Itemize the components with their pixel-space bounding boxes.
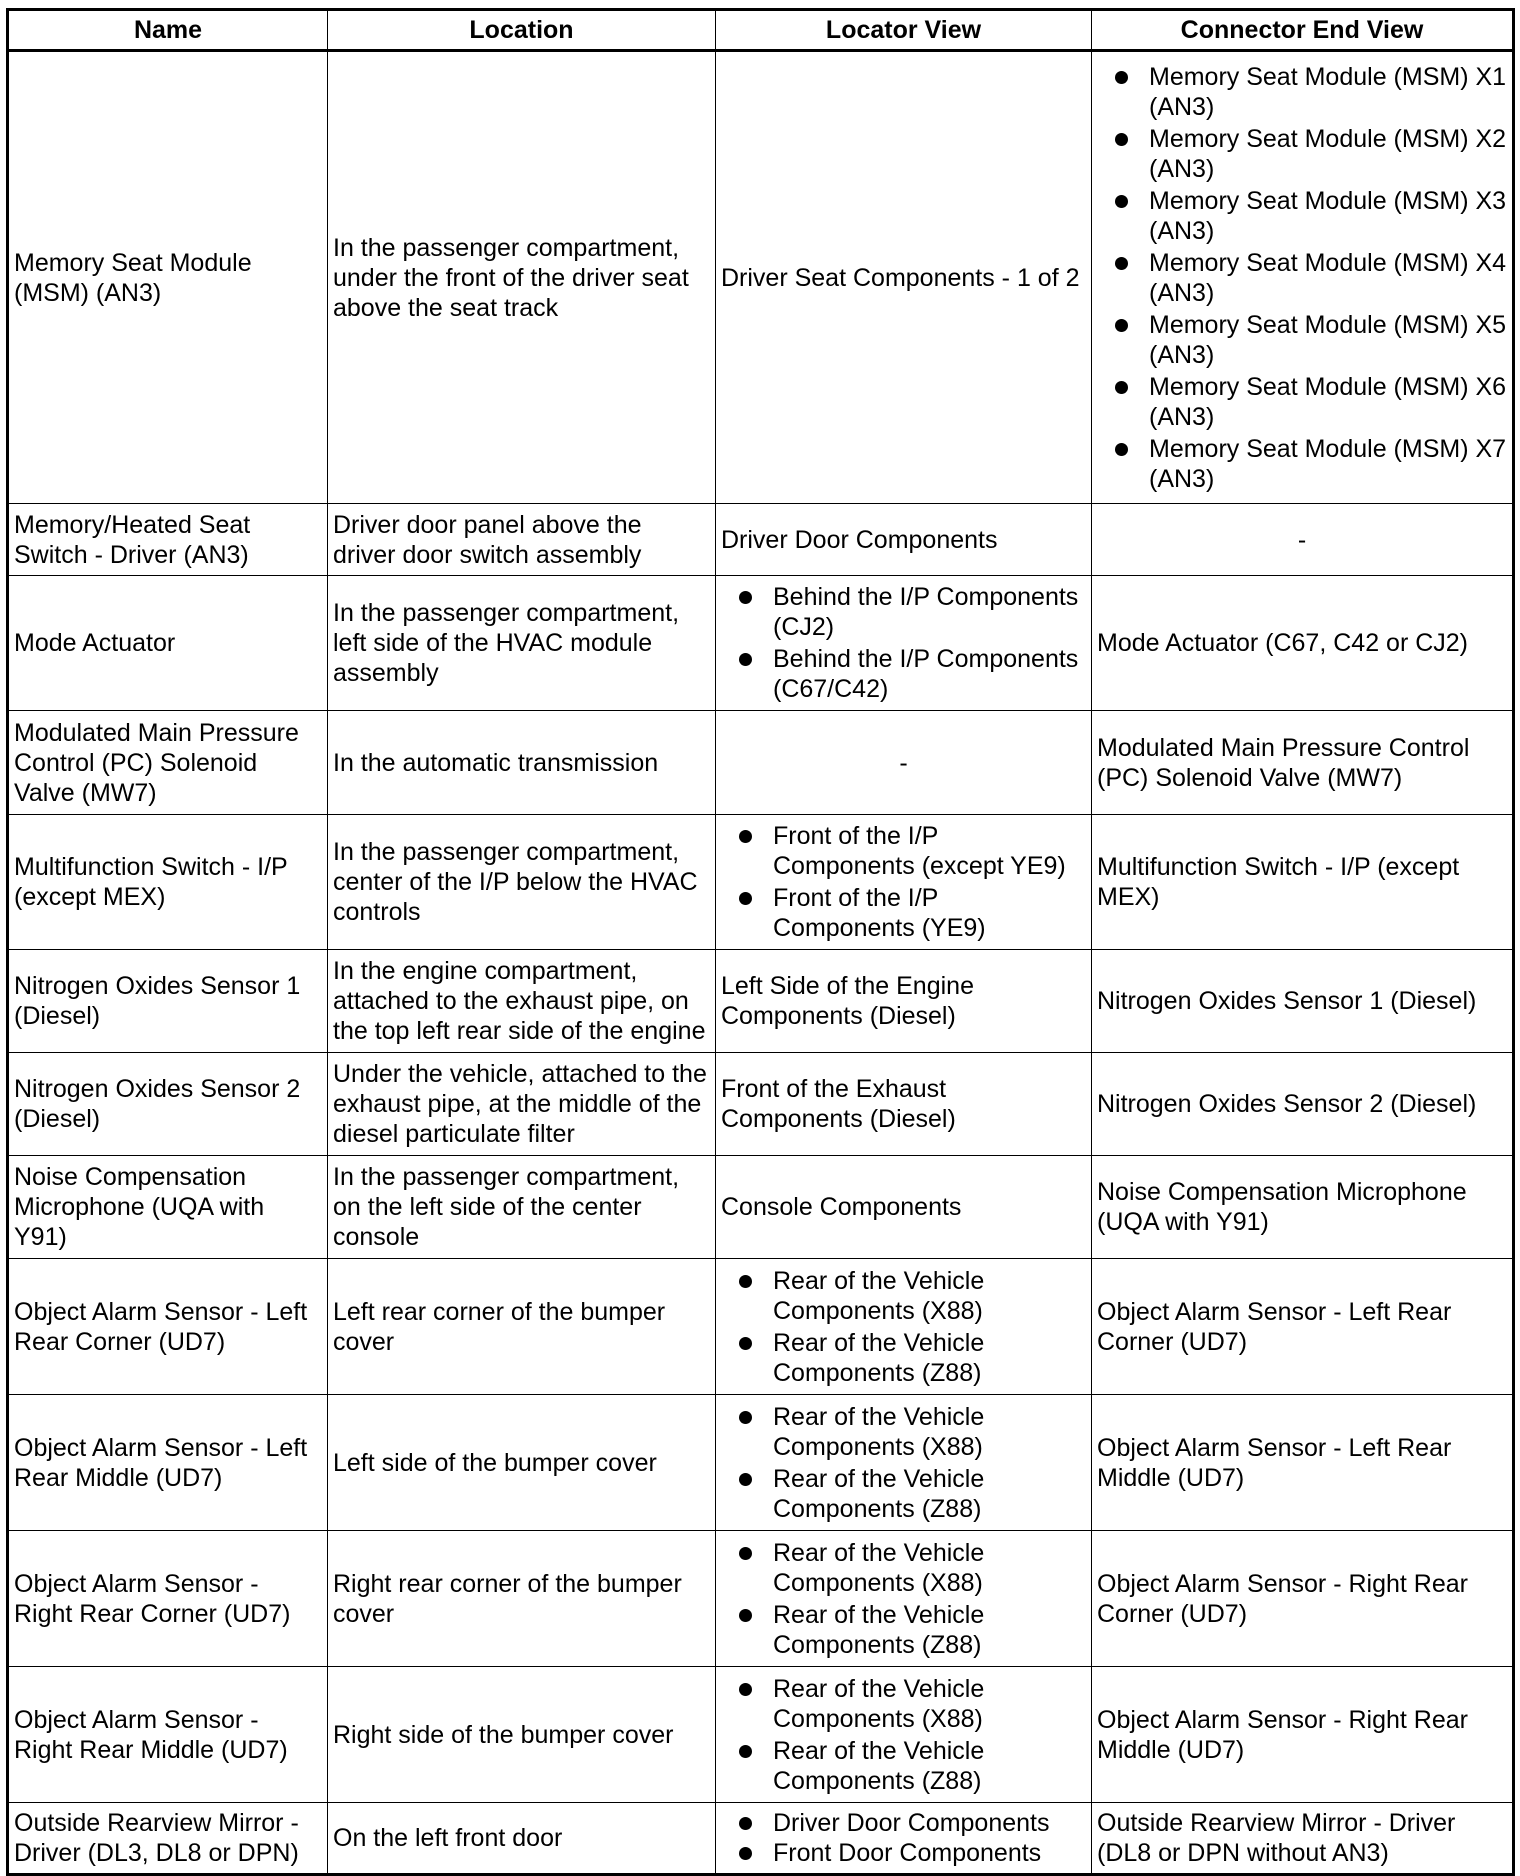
cell-name: Mode Actuator bbox=[8, 576, 328, 711]
bullet-icon bbox=[1115, 195, 1128, 208]
bullet-icon bbox=[1115, 71, 1128, 84]
list-item: Memory Seat Module (MSM) X7 (AN3) bbox=[1115, 434, 1507, 494]
cell-locator-view: Driver Seat Components - 1 of 2 bbox=[716, 51, 1092, 504]
cell-connector-end-view: Nitrogen Oxides Sensor 1 (Diesel) bbox=[1092, 950, 1514, 1053]
bullet-icon bbox=[739, 892, 752, 905]
cell-locator-view bbox=[716, 1667, 1092, 1803]
bullet-icon bbox=[739, 1683, 752, 1696]
cell-connector-end-view: Modulated Main Pressure Control (PC) Solenoid Valve (MW7) bbox=[1092, 711, 1514, 815]
bullet-icon bbox=[739, 1745, 752, 1758]
cell-name: Object Alarm Sensor - Left Rear Corner (UD7) bbox=[8, 1259, 328, 1395]
table-row bbox=[8, 1156, 1514, 1259]
cell-location: On the left front door bbox=[328, 1803, 716, 1875]
header-location: Location bbox=[328, 10, 716, 51]
list-item: Memory Seat Module (MSM) X5 (AN3) bbox=[1115, 310, 1507, 370]
cell-connector-end-view: Object Alarm Sensor - Left Rear Corner (UD7) bbox=[1092, 1259, 1514, 1395]
locator-list bbox=[721, 582, 1086, 704]
list-item: Behind the I/P Components (CJ2) bbox=[739, 582, 1086, 642]
bullet-icon bbox=[739, 1473, 752, 1486]
table-row bbox=[8, 1395, 1514, 1531]
cell-connector-end-view: Nitrogen Oxides Sensor 2 (Diesel) bbox=[1092, 1053, 1514, 1156]
list-item: Front of the I/P Components (except YE9) bbox=[739, 821, 1086, 881]
list-item: Rear of the Vehicle Components (X88) bbox=[739, 1538, 1086, 1598]
cell-name: Outside Rearview Mirror - Driver (DL3, DL8 or DPN) bbox=[8, 1803, 328, 1875]
cell-name: Modulated Main Pressure Control (PC) Solenoid Valve (MW7) bbox=[8, 711, 328, 815]
cell-connector-end-view: - bbox=[1092, 504, 1514, 576]
list-item: Memory Seat Module (MSM) X2 (AN3) bbox=[1115, 124, 1507, 184]
locator-list bbox=[721, 1266, 1086, 1388]
list-item: Rear of the Vehicle Components (Z88) bbox=[739, 1600, 1086, 1660]
bullet-icon bbox=[739, 830, 752, 843]
list-item: Rear of the Vehicle Components (Z88) bbox=[739, 1464, 1086, 1524]
list-item: Rear of the Vehicle Components (Z88) bbox=[739, 1328, 1086, 1388]
cell-connector-end-view: Multifunction Switch - I/P (except MEX) bbox=[1092, 815, 1514, 950]
cell-connector-end-view: Mode Actuator (C67, C42 or CJ2) bbox=[1092, 576, 1514, 711]
cell-locator-view bbox=[716, 576, 1092, 711]
cell-location: In the passenger compartment, under the front of the driver seat above the seat track bbox=[328, 51, 716, 504]
bullet-icon bbox=[739, 653, 752, 666]
header-locator-view: Locator View bbox=[716, 10, 1092, 51]
cell-locator-view: Driver Door Components bbox=[716, 504, 1092, 576]
cell-location: In the automatic transmission bbox=[328, 711, 716, 815]
bullet-icon bbox=[739, 1847, 752, 1860]
bullet-icon bbox=[739, 1337, 752, 1350]
bullet-icon bbox=[739, 1817, 752, 1830]
bullet-icon bbox=[739, 1275, 752, 1288]
cell-location: In the engine compartment, attached to the exhaust pipe, on the top left rear side of the engine bbox=[328, 950, 716, 1053]
locator-list bbox=[721, 1674, 1086, 1796]
bullet-icon bbox=[1115, 443, 1128, 456]
list-item: Memory Seat Module (MSM) X1 (AN3) bbox=[1115, 62, 1507, 122]
cell-location: In the passenger compartment, center of the I/P below the HVAC controls bbox=[328, 815, 716, 950]
component-locator-table bbox=[6, 8, 1515, 1876]
cell-locator-view: Front of the Exhaust Components (Diesel) bbox=[716, 1053, 1092, 1156]
cell-locator-view: Console Components bbox=[716, 1156, 1092, 1259]
cell-name: Nitrogen Oxides Sensor 2 (Diesel) bbox=[8, 1053, 328, 1156]
list-item: Memory Seat Module (MSM) X6 (AN3) bbox=[1115, 372, 1507, 432]
list-item: Rear of the Vehicle Components (X88) bbox=[739, 1266, 1086, 1326]
list-item: Rear of the Vehicle Components (X88) bbox=[739, 1402, 1086, 1462]
cell-location: Right rear corner of the bumper cover bbox=[328, 1531, 716, 1667]
table-row bbox=[8, 711, 1514, 815]
bullet-icon bbox=[1115, 133, 1128, 146]
cell-locator-view bbox=[716, 1259, 1092, 1395]
table-row bbox=[8, 51, 1514, 504]
cell-name: Multifunction Switch - I/P (except MEX) bbox=[8, 815, 328, 950]
locator-list bbox=[721, 1808, 1086, 1868]
bullet-icon bbox=[739, 1609, 752, 1622]
list-item: Memory Seat Module (MSM) X3 (AN3) bbox=[1115, 186, 1507, 246]
cell-location: Right side of the bumper cover bbox=[328, 1667, 716, 1803]
cell-name: Object Alarm Sensor - Left Rear Middle (UD7) bbox=[8, 1395, 328, 1531]
cell-location: Left rear corner of the bumper cover bbox=[328, 1259, 716, 1395]
table-row bbox=[8, 1053, 1514, 1156]
locator-list bbox=[721, 1538, 1086, 1660]
header-name: Name bbox=[8, 10, 328, 51]
bullet-icon bbox=[739, 1411, 752, 1424]
cell-locator-view bbox=[716, 1395, 1092, 1531]
cell-locator-view bbox=[716, 1803, 1092, 1875]
locator-list bbox=[721, 821, 1086, 943]
cell-name: Object Alarm Sensor - Right Rear Middle (UD7) bbox=[8, 1667, 328, 1803]
bullet-icon bbox=[1115, 257, 1128, 270]
connector-list bbox=[1097, 62, 1507, 494]
table-row bbox=[8, 1803, 1514, 1875]
cell-locator-view bbox=[716, 1531, 1092, 1667]
cell-connector-end-view: Object Alarm Sensor - Left Rear Middle (UD7) bbox=[1092, 1395, 1514, 1531]
cell-connector-end-view: Object Alarm Sensor - Right Rear Corner (UD7) bbox=[1092, 1531, 1514, 1667]
table-row bbox=[8, 1531, 1514, 1667]
cell-location: Left side of the bumper cover bbox=[328, 1395, 716, 1531]
cell-locator-view: Left Side of the Engine Components (Diesel) bbox=[716, 950, 1092, 1053]
cell-name: Memory/Heated Seat Switch - Driver (AN3) bbox=[8, 504, 328, 576]
bullet-icon bbox=[1115, 319, 1128, 332]
bullet-icon bbox=[739, 1547, 752, 1560]
list-item: Rear of the Vehicle Components (X88) bbox=[739, 1674, 1086, 1734]
cell-location: In the passenger compartment, left side of the HVAC module assembly bbox=[328, 576, 716, 711]
cell-name: Memory Seat Module (MSM) (AN3) bbox=[8, 51, 328, 504]
list-item: Behind the I/P Components (C67/C42) bbox=[739, 644, 1086, 704]
list-item: Front Door Components bbox=[739, 1838, 1086, 1868]
cell-name: Noise Compensation Microphone (UQA with Y91) bbox=[8, 1156, 328, 1259]
cell-connector-end-view bbox=[1092, 51, 1514, 504]
cell-locator-view: - bbox=[716, 711, 1092, 815]
cell-connector-end-view: Object Alarm Sensor - Right Rear Middle (UD7) bbox=[1092, 1667, 1514, 1803]
cell-location: Driver door panel above the driver door switch assembly bbox=[328, 504, 716, 576]
list-item: Rear of the Vehicle Components (Z88) bbox=[739, 1736, 1086, 1796]
table-row bbox=[8, 1259, 1514, 1395]
cell-location: In the passenger compartment, on the left side of the center console bbox=[328, 1156, 716, 1259]
list-item: Memory Seat Module (MSM) X4 (AN3) bbox=[1115, 248, 1507, 308]
cell-connector-end-view: Noise Compensation Microphone (UQA with Y91) bbox=[1092, 1156, 1514, 1259]
table-row bbox=[8, 576, 1514, 711]
cell-connector-end-view: Outside Rearview Mirror - Driver (DL8 or DPN without AN3) bbox=[1092, 1803, 1514, 1875]
table-row bbox=[8, 504, 1514, 576]
bullet-icon bbox=[1115, 381, 1128, 394]
header-connector-end-view: Connector End View bbox=[1092, 10, 1514, 51]
bullet-icon bbox=[739, 591, 752, 604]
cell-locator-view bbox=[716, 815, 1092, 950]
list-item: Front of the I/P Components (YE9) bbox=[739, 883, 1086, 943]
cell-name: Object Alarm Sensor - Right Rear Corner (UD7) bbox=[8, 1531, 328, 1667]
list-item: Driver Door Components bbox=[739, 1808, 1086, 1838]
header-row bbox=[8, 10, 1514, 51]
table-row bbox=[8, 815, 1514, 950]
table-row bbox=[8, 950, 1514, 1053]
table-row bbox=[8, 1667, 1514, 1803]
cell-name: Nitrogen Oxides Sensor 1 (Diesel) bbox=[8, 950, 328, 1053]
cell-location: Under the vehicle, attached to the exhaust pipe, at the middle of the diesel particulate filter bbox=[328, 1053, 716, 1156]
locator-list bbox=[721, 1402, 1086, 1524]
